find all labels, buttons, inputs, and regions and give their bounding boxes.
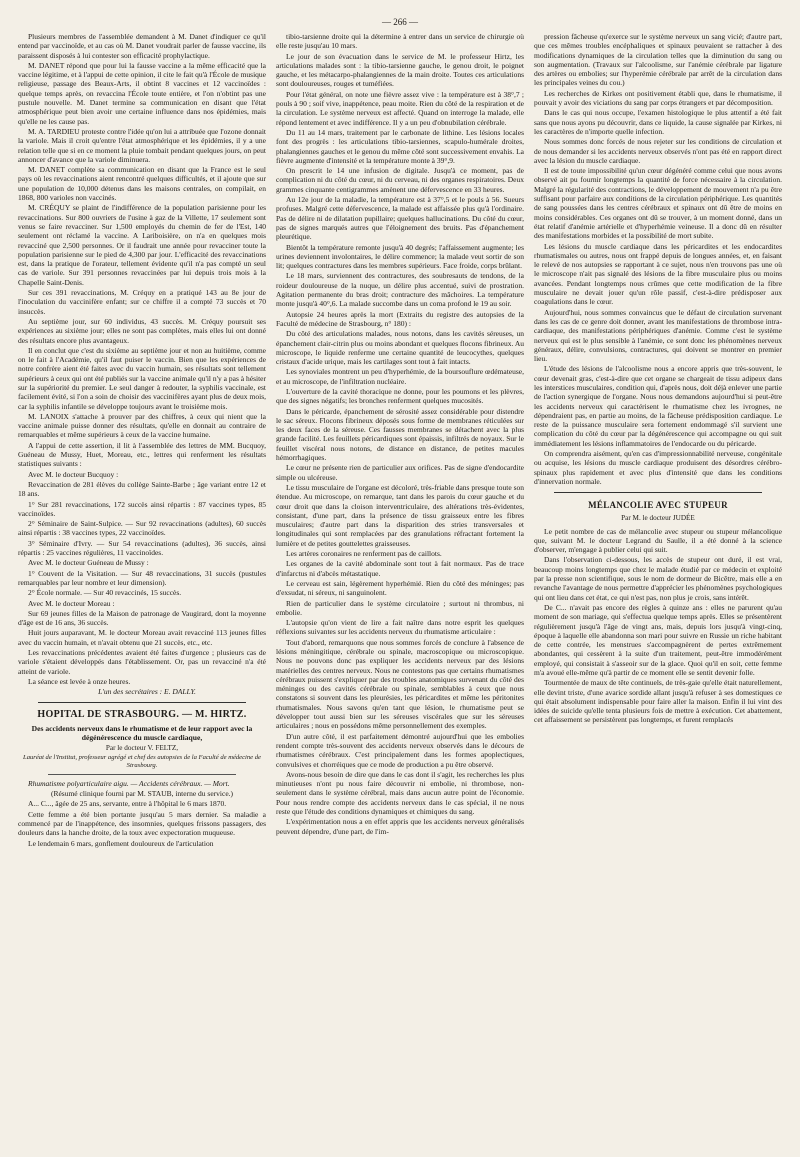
paragraph: On prescrit le 14 une infusion de digitale. Jusqu'à ce moment, pas de complication ni du côté du cœur, ni du cerveau, ni des organes respiratoires. Deux grammes cinquante centigrammes amènent une défervescence en 33 heures. [276,166,524,194]
divider [48,774,236,775]
paragraph: Huit jours auparavant, M. le docteur Moreau avait revacciné 113 jeunes filles avec du vaccin humain, et n'avait obtenu que 21 succès, etc., etc. [18,628,266,647]
paragraph: M. DANET complète sa communication en disant que la France est le seul pays où les revaccinations aient rencontré quelques difficultés, et il ajoute que sur une population de 10,000 détenus dans les maisons centrales, on compilait, en 1868, 800 varioles non vaccinés. [18,165,266,203]
paragraph: Les artères coronaires ne renferment pas de caillots. [286,549,442,559]
paragraph: tibio-tarsienne droite qui la détermine à entrer dans un service de chirurgie où elle reste jusqu'au 10 mars. [276,32,524,51]
column-1 [18,32,266,1150]
paragraph: Nous sommes donc forcés de nous rejeter sur les conditions de circulation et de nous demander si les accidents nerveux observés n'ont pas été en rapport direct avec la lésion du muscle cardiaque. [534,137,782,165]
case-resume-note: (Résumé clinique fourni par M. STAUB, interne du service.) [50,789,234,799]
paragraph: Le tissu musculaire de l'organe est décoloré, très-friable dans presque toute son étendue. Au microscope, on remarque, tant dans les parois du cœur gauche et du cœur droit que dans la cloison interventriculaire, des altérations très-évidentes, consistant, d'une part, dans la présence de tissu graisseux entre les fibres musculaires; d'autre part dans la disparition des stries transversales et longitudinales qui sont remplacées par des granulations réfractant fortement la lumière et de petites gouttelettes graisseuses. [276,482,524,548]
paragraph: Au septième jour, sur 60 individus, 43 succès. M. Créquy poursuit ses expériences au sixième jour; elles ne sont pas complètes, mais elles lui ont donné des résultats encore plus avantageux. [18,316,266,345]
paragraph: A... C..., âgée de 25 ans, servante, entre à l'hôpital le 6 mars 1870. [28,799,227,809]
paragraph: Aujourd'hui, nous sommes convaincus que le défaut de circulation survenant dans les cas de ce genre doit donner, avant les manifestations de thrombose intra-cardiaque, des manifestations périphériques d'anémie. Comme c'est le système nerveux qui est le plus sensible à l'anémie, ce sont donc les phénomènes nerveux généraux, délire, convulsions, contractures, qui doivent se montrer en premier lieu. [534,307,782,364]
paragraph: La séance est levée à onze heures. [28,676,131,686]
melancolie-byline: Par M. le docteur JUDÉE [621,514,695,523]
paragraph: 2° École normale. — Sur 40 revaccinés, 15 succès. [28,588,182,598]
paragraph: Le jour de son évacuation dans le service de M. le professeur Hirtz, les articulations malades sont : la tibio-tarsienne gauche, le genou droit, le poignet gauche, et les métacarpo-phalangiennes de la main droite. Toutes ces articulations sont douloureuses, rouges et tuméfiées. [276,51,524,89]
paragraph: Le lendemain 6 mars, gonflement douloureux de l'articulation [28,838,214,848]
feltz-conclusion [534,32,782,486]
columns [18,32,782,1150]
melancolie-text [534,527,782,725]
paragraph: Les synoviales montrent un peu d'hyperhémie, de la boursouflure œdémateuse, et au microscope, de l'infiltration nucléaire. [276,367,524,386]
paragraph: pression fâcheuse qu'exerce sur le système nerveux un sang vicié; d'autre part, que ces mêmes troubles encéphaliques et spinaux peuvaient se rattacher à des modifications dynamiques de la circulation telles que la diminution du sang ou son augmentation. (Travaux sur l'alcoolisme, sur l'anémie cérébrale par ligature des artères ou embolies; sur l'hyperémie cérébrale par arrêt de la circulation dans les principales veines du cou.) [534,32,782,88]
paragraph: Il en conclut que c'est du sixième au septième jour et non au huitième, comme on le fait à l'Académie, qu'il faut puiser le vaccin. Bien que les expériences de notre confrère aient été faites avec du vaccin humain, ses résultats sont tellement supérieurs à ceux qui ont été publiés sur la vaccine animale qu'il n'y a pas à hésiter sur la supériorité du premier. Le seul danger à redouter, la syphilis vaccinale, est facilement évité, si l'on a soin de choisir des vaccinifères ayant plus de deux mois, car la syphilis infantile se développe toujours avant le troisième mois. [18,345,266,411]
paragraph: Du côté des articulations malades, nous notons, dans les cavités séreuses, un épanchement clair-citrin plus ou moins abondant et quelques flocons fibrineux. Au microscope, le liquide renferme une certaine quantité de leucocythes, quelques cristaux d'acide urique, mais les cartilages sont tout à fait intacts. [276,329,524,367]
paragraph: Avec M. le docteur Moreau : [28,598,115,608]
paragraph: D'un autre côté, il est parfaitement démontré aujourd'hui que les embolies rendent compte très-souvent des accidents nerveux observés dans le décours de rhumatismes cérébraux. C'est principalement dans les formes apoplectiques, convulsives et chorréiques que ce mode de production a pu être observé. [276,731,524,769]
paragraph: Au 12e jour de la maladie, la température est à 37°,5 et le pouls à 56. Sueurs profuses. Malgré cette défervescence, la malade est affaissée plus qu'à l'ordinaire. Pas de délire ni de dilatation pupillaire; quelques hallucinations. Du côté du cœur, pas de signes marqués autres que l'éloignement des bruits. Pas d'épanchement pleurétique. [276,195,524,242]
paragraph: Le cerveau est sain, légèrement hyperhémié. Rien du côté des méninges; pas d'exsudat, ni séreux, ni sanguinolent. [276,578,524,598]
session-report [18,32,266,686]
paragraph: Rien de particulier dans le système circulatoire ; surtout ni thrombus, ni embolie. [276,598,524,617]
section-divider [38,702,246,703]
section-divider [554,492,762,493]
paragraph: Tourmentée de maux de tête continuels, de très-gaie qu'elle était naturellement, elle devint triste, d'une avarice sordide allant jusqu'à refuser à ses domestiques ce qui était absolument indispensable pour faire aller la maison. Enfin il lui vint des idées de suicide qu'elle tenta plusieurs fois de mettre à exécution. Cet abattement, cet affaissement se persistèrent pas longtemps, et furent remplacés [534,678,782,725]
paragraph: 1° Sur 281 revaccinations, 172 succès ainsi répartis : 87 vaccines types, 85 vaccinoïdes. [18,499,266,518]
paragraph: Le cœur ne présente rien de particulier aux orifices. Pas de signe d'endocardite simple ou ulcéreuse. [276,463,524,482]
paragraph: 2° Séminaire de Saint-Sulpice. — Sur 92 revaccinations (adultes), 60 succès ainsi répartis : 38 vaccines types, 22 vaccinoïdes. [18,519,266,538]
melancolie-title: MÉLANCOLIE AVEC STUPEUR [588,500,728,511]
paragraph: De C... n'avait pas encore des règles à quinze ans : elles ne parurent qu'au moment de son mariage, qui s'effectua quelque temps après. Elles se présentèrent régulièrement jusqu'à l'âge de vingt ans, mais, depuis lors jusqu'à vingt-cinq, époque à laquelle elle abandonna son mari pour suivre en Russie un riche habitant de cette contrée, les menstrues s'accompagnèrent de pertes extrêmement abondantes, qui cessèrent à la suite d'un traitement, peut-être immodérément employé, qui consistait à s'asseoir sur de la glace. Quoi qu'il en soit, cette femme m'a avoué elle-même qu'à partir de ce moment elle se sentit devenir folle. [534,602,782,677]
paragraph: L'expérimentation nous a en effet appris que les accidents nerveux généralisés peuvent dépendre, d'une part, de l'im- [276,817,524,836]
paragraph: Cette femme a été bien portante jusqu'au 5 mars dernier. Sa maladie a commencé par de l'inappétence, des insomnies, quelques frissons passagers, des douleurs dans la hanche droite, de la toux avec expectoration muqueuse. [18,809,266,838]
paragraph: 1° Couvent de la Visitation. — Sur 48 revaccinations, 31 succès (pustules remarquables par leur nombre et leur dimension). [18,568,266,587]
paragraph: Sur ces 391 revaccinations, M. Créquy en a pratiqué 143 au 8e jour de l'inoculation du vaccinifère enfant; sur ce chiffre il a compté 73 succès et 70 insuccès. [18,288,266,316]
case-subject: Rhumatisme polyarticulaire aigu. — Accidents cérébraux. — Mort. [28,778,230,788]
paragraph: Du 11 au 14 mars, traitement par le carbonate de lithine. Les lésions locales font des progrès : les articulations tibio-tarsiennes, scapulo-humérale droites, phalangiennes gauches et le genou du même côté sont successivement envahis. La fièvre augmente d'intensité et la température monte à 39°,9. [276,127,524,165]
page-number: — 266 — [382,17,418,27]
article-byline: Par le docteur V. FELTZ, [105,744,179,753]
paragraph: Les organes de la cavité abdominale sont tout à fait normaux. Pas de trace d'infarctus ni d'abcès métastatique. [276,559,524,578]
paragraph: M. CRÉQUY se plaint de l'indifférence de la population parisienne pour les revaccinations. Sur 800 ouvriers de l'usine à gaz de la Villette, 17 seulement sont venus se faire revacciner. Sur 1,500 employés du chemin de fer de l'Est, 140 seulement ont réclamé la vaccine. A Lariboisière, on n'a en quelques mois revacciné que 2,500 personnes. Or il faudrait une année pour revacciner toute la population parisienne sur le pied de 4,300 par jour. L'efficacité des revaccinations est, dans la pratique de l'orateur, tellement évidente qu'il n'a pas compté un seul cas de variole. Sur 391 personnes revaccinées par lui depuis trois mois à la Chapelle Saint-Denis. [18,203,266,287]
paragraph: Autopsie 24 heures après la mort (Extraits du registre des autopsies de la Faculté de médecine de Strasbourg, n° 180) : [276,309,524,328]
paragraph: Revaccination de 281 élèves du collège Sainte-Barbe ; âge variant entre 12 et 18 ans. [18,479,266,499]
paragraph: Tout d'abord, remarquons que nous sommes forcés de conclure à l'absence de lésions méningitique, cérébrale ou spinale, macroscopique ou microscopique. Nous ne pouvons donc pas expliquer les accidents nerveux par des lésions matérielles des centres nerveux. Nous ne contestons pas que certains rhumatismes cérébraux puissent s'expliquer par des troubles anatomiques survenant du côté des méninges ou des cavités cérébrale ou spinale, semblables à ceux que nous constatons si souvent dans les pleurésies, les péricardites et même les péritonites rhumatismales. Nous savons qu'en tant que lésion, le rhumatisme peut se développer tout aussi bien sur les séreuses viscérales que sur les séreuses articulaires ; nous en possédons même personnellement des exemples. [276,637,524,731]
paragraph: L'étude des lésions de l'alcoolisme nous a encore appris que très-souvent, le cœur devenait gras, c'est-à-dire que cet organe se chargeait de tissu adipeux dans les interstices musculaires, condition qui, d'après nous, doit déjà enlever une partie de l'action synergique de l'organe. Nous nous demandons aujourd'hui si peut-être les accidents nerveux qui caractérisent le rhumatisme chez les ivrognes, ne dépendraient pas, en partie au moins, de la fâcheuse prédisposition cardiaque. Le reste de la puissance musculaire sera fortement endommagé s'il survient une complication du côté du cœur par la dégénérescence qui accompagne ou qui suit immédiatement les lésions inflammatoires de l'endocarde ou du péricarde. [534,364,782,448]
paragraph: Sur 69 jeunes filles de la Maison de patronage de Vaugirard, dont la moyenne d'âge est de 16 ans, 36 succès. [18,608,266,628]
paragraph: Dans le cas qui nous occupe, l'examen histologique le plus attentif a été fait sans que nous ayons pu découvrir, dans ce liquide, la cause signalée par Kirkes, ni les caractères de n'importe quelle infection. [534,108,782,136]
column-3 [534,32,782,1150]
paragraph: Avons-nous besoin de dire que dans le cas dont il s'agit, les recherches les plus minutieuses n'ont pu nous faire découvrir ni embolie, ni thrombose, non-seulement dans le système cérébral, mais dans aucun autre point de l'économie. Pour nous rendre compte des accidents nerveux dans le cas spécial, il ne nous reste que l'étude des conditions dynamiques et chimiques du sang. [276,769,524,817]
paragraph: Le 18 mars, surviennent des contractures, des soubresauts de tendons, de la roideur douloureuse de la nuque, un délire plus accentué, suivi de prostration. Agitation permanente du bras droit; contracture des mâchoires. La température monte jusqu'à 40°,6. La malade succombe dans un coma profond le 19 au soir. [276,271,524,309]
paragraph: Dans le péricarde, épanchement de sérosité assez considérable pour distendre le sac séreux. Flocons fibrineux déposés sous forme de membranes réticulées sur les deux faces de la séreuse. Ces fausses membranes se détachent avec la plus grande facilité. Les feuillets péricardiques sont épaissis, infiltrés de noyaux. Sur le feuillet viscéral nous notons, de distance en distance, de petites macules hémorrhagiques. [276,406,524,463]
paragraph: Pour l'état général, on note une fièvre assez vive : la température est à 38°,7 ; pouls à 90 ; soif vive, inappétence, peau moite. Rien du côté de la respiration et de la circulation. Le système nerveux est affecté. Quand on interroge la malade, elle répond lentement et avec indifférence. Il y a un peu d'obnubilation cérébrale. [276,89,524,127]
paragraph: Il est de toute impossibilité qu'un cœur dégénéré comme celui que nous avons observé ait pu fournir longtemps la quantité de force nécessaire à la circulation. Malgré la régularité des contractions, le développement de mouvement n'a pu être suffisant pour parfaire aux conditions de la circulation périphérique. Les quantités de sang poussées dans les centres cérébraux et spinaux ont dû être de moins en moins considérables. Ces organes ont dû se trouver, à un moment donné, dans un état relatif d'anémie artérielle et d'hyperhémie veineuse. Il a donc dû en résulter des manifestations morbides et la possibilité de mort subite. [534,166,782,241]
paragraph: On comprendra aisément, qu'en cas d'impressionnabilité nerveuse, congénitale ou acquise, les lésions du muscle cardiaque produisent des désordres cérébro-spinaux plus rapidement et avec plus d'intensité que dans les conditions d'innervation normale. [534,449,782,486]
paragraph: Dans l'observation ci-dessous, les accès de stupeur ont duré, il est vrai, beaucoup moins longtemps que chez le malade étudié par ce médecin et exploité par la presse non scientifique, sous le nom de dormeur de Bicêtre, mais elle a en revanche l'avantage de nous permettre d'apprécier les phénomènes psychologiques qui ont lieu dans cet état, ce qui n'est pas, non plus je crois, sans intérêt. [534,555,782,602]
paragraph: Les revaccinations précédentes avaient été faites d'urgence ; plusieurs cas de variole s'étaient développés dans l'établissement. Or, pas un revacciné n'a été atteint de variole. [18,648,266,676]
paragraph: Les lésions du muscle cardiaque dans les péricardites et les endocardites rhumatismales ou autres, nous ont frappé depuis de longues années, et, en faisant le relevé de nos autopsies se rapportant à ce sujet, nous n'en trouvons pas une où le microscope n'ait pas signalé des lésions de la fibre musculaire plus ou moins avancées. Pendant longtemps nous crûmes que cette modification de la fibre musculaire ne devait jouer qu'un rôle passif, c'est-à-dire prédisposer aux coagulations dans le cœur. [534,241,782,307]
author-affiliation: Lauréat de l'Institut, professeur agrégé et chef des autopsies de la Faculté de médecine de Strasbourg. [23,753,261,769]
paragraph: M. LANOIX s'attache à prouver par des chiffres, à ceux qui nient que la vaccine animale puisse donner des résultats, qu'elle en donnait au contraire de remarquables et même supérieurs à ceux de la vaccine humaine. [18,411,266,440]
paragraph: 3° Séminaire d'Ivry. — Sur 54 revaccinations (adultes), 36 succès, ainsi répartis : 25 vaccines régulières, 11 vaccinoïdes. [18,538,266,558]
paragraph: Le petit nombre de cas de mélancolie avec stupeur ou stupeur mélancolique que, suivant M. le docteur Legrand du Saulle, il a été donné à la science d'observer, m'engage à publier celui qui suit. [534,526,782,555]
article-title: Des accidents nerveux dans le rhumatisme et de leur rapport avec la dégénérescence du muscle cardiaque, [31,724,253,743]
secretary-signature: L'un des secrétaires : E. DALLY. [98,687,196,697]
column-2 [276,32,524,1150]
paragraph: Les recherches de Kirkes ont positivement établi que, dans le rhumatisme, il pouvait y avoir des viciations du sang par corps étrangers et par décomposition. [534,88,782,108]
paragraph: M. A. TARDIEU proteste contre l'idée qu'on lui a attribuée que l'ozone donnait la variole. Mais il croit qu'entre l'état atmosphérique et les épidémies, il y a une relation telle que si en ce moment la pluie tombait pendant quelques jours, on peut annoncer d'avance que la variole diminuera. [18,126,266,164]
paragraph: M. DANET répond que pour lui la fausse vaccine a la même efficacité que la vaccine légitime, et à l'appui de cette opinion, il cite le fait qu'à l'École de musique religieuse, passage des Beaux-Arts, il obtint 8 vaccines et 12 vaccinoïdes : quelque temps après, on revaccina l'École toute entière, et l'on n'obtint pas une pustule nouvelle. M. Danet termine sa communication en disant que l'état atmosphérique peut bien avoir une certaine influence dans nos épidémies, mais qu'elle ne les cause pas. [18,60,266,126]
paragraph: Avec M. le docteur Guéneau de Mussy : [28,558,149,568]
case-text [18,799,266,847]
paragraph: Plusieurs membres de l'assemblée demandent à M. Danet d'indiquer ce qu'il entend par vaccinoïde, et au cas où M. Danet voudrait parler de fausse vaccine, ils paraissent disposés à lui contester son efficacité prophylactique. [18,32,266,60]
paragraph: Bientôt la température remonte jusqu'à 40 degrés; l'affaissement augmente; les urines deviennent involontaires, le délire commence; la malade veut sortir de son lit; quelques contractures dans les membres supérieurs. Face froide, corps brûlant. [276,242,524,271]
paragraph: A l'appui de cette assertion, il lit à l'assemblée des lettres de MM. Bucquoy, Guéneau de Mussy, Huet, Moreau, etc., lettres qui renferment les résultats statistiques suivants : [18,440,266,469]
hospital-heading: HOPITAL DE STRASBOURG. — M. HIRTZ. [37,709,247,721]
paragraph: L'autopsie qu'on vient de lire a fait naître dans notre esprit les quelques réflexions suivantes sur les accidents nerveux du rhumatisme articulaire : [276,618,524,637]
paragraph: L'ouverture de la cavité thoracique ne donne, pour les poumons et les plèvres, que des signes négatifs; les bronches renferment quelques mucosités. [276,386,524,406]
paragraph: Avec M. le docteur Bucquoy : [28,469,119,479]
